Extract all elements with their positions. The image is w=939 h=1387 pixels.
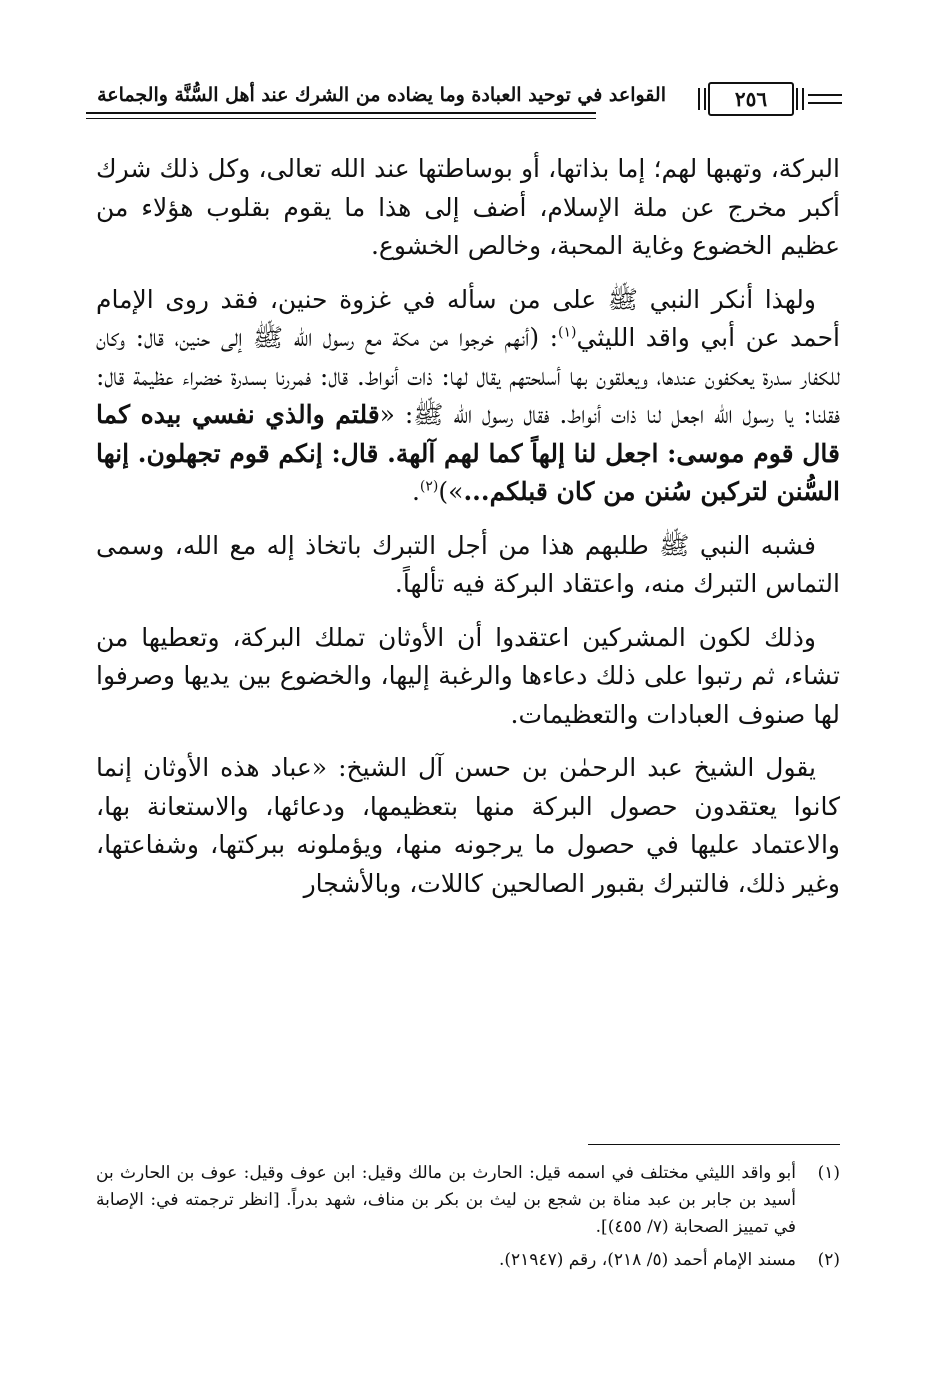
text-segment: ولهذا أنكر النبي ﷺ على من سأله في غزوة حنين، فقد روى الإمام أحمد عن أبي واقد الليثي xyxy=(96,284,840,352)
page-number-box xyxy=(708,82,794,116)
paragraph xyxy=(96,527,840,604)
paragraph xyxy=(96,619,840,735)
text-segment: وذلك لكون المشركين اعتقدوا أن الأوثان تملك البركة، وتعطيها من تشاء، ثم رتبوا على ذلك دعاءها والرغبة إليها، والخضوع بين يديها وصرفوا لها صنوف العبادات والتعظيمات. xyxy=(96,622,840,729)
footnote-number: (٢) xyxy=(817,1250,840,1270)
main-text xyxy=(96,150,840,918)
text-segment: يقول الشيخ عبد الرحمٰن بن حسن آل الشيخ: «عباد هذه الأوثان إنما كانوا يعتقدون حصول البركة منها بتعظيمها، ودعائها، والاستعانة بها، والاعتماد عليها في حصول ما يرجونه منها، ويؤملونه ببركتها، وشفاعتها، وغير ذلك، فالتبرك بقبور الصالحين كاللات، وبالأشجار xyxy=(96,753,840,898)
paragraph xyxy=(96,281,840,512)
header-title: القواعد في توحيد العبادة وما يضاده من الشرك عند أهل السُّنَّة والجماعة xyxy=(97,84,666,106)
footnote-text: أبو واقد الليثي مختلف في اسمه قيل: الحارث بن مالك وقيل: ابن عوف وقيل: عوف بن الحارث بن أسيد بن جابر بن عبد مناة بن شجع بن ليث بن بكر بن مناف، شهد بدراً. [انظر ترجمته في: الإصابة في تمييز الصحابة (٧/ ٤٥٥)]. xyxy=(96,1163,796,1237)
footnote xyxy=(96,1160,840,1241)
footnote-text: مسند الإمام أحمد (٥/ ٢١٨)، رقم (٢١٩٤٧). xyxy=(499,1250,796,1270)
hadith-quote: قلتم والذي نفسي بيده كما قال قوم موسى: اجعل لنا إلهاً كما لهم آلهة. قال: إنكم قوم تجهلون. إنها السُّنن لتركبن سُنن من كان قبلكم... xyxy=(96,400,840,506)
header-rule-bottom xyxy=(86,118,596,119)
footnote-separator xyxy=(588,1144,840,1145)
page-number: ٢٥٦ xyxy=(734,87,768,111)
text-segment: فشبه النبي ﷺ طلبهم هذا من أجل التبرك باتخاذ إله مع الله، وسمى التماس التبرك منه، واعتقاد البركة فيه تألهاً. xyxy=(96,530,840,598)
running-header xyxy=(86,78,842,126)
header-ornament-line-1 xyxy=(808,94,842,96)
header-ornament-line-2 xyxy=(808,102,842,104)
footnotes xyxy=(96,1160,840,1280)
paragraph xyxy=(96,150,840,266)
footnote-ref: (٢) xyxy=(419,478,439,495)
text-segment: . xyxy=(411,477,420,506)
text-segment: ») xyxy=(438,477,464,506)
footnote-number: (١) xyxy=(817,1163,840,1183)
text-segment: البركة، وتهبها لهم؛ إما بذاتها، أو بوساطتها عند الله تعالى، وكل ذلك شرك أكبر مخرج عن ملة الإسلام، أضف إلى هذا ما يقوم بقلوب هؤلاء من عظيم الخضوع وغاية المحبة، وخالص الخشوع. xyxy=(96,154,840,260)
header-rule-top xyxy=(86,112,596,114)
footnote-ref: (١) xyxy=(558,324,577,341)
footnote xyxy=(96,1247,840,1274)
paragraph xyxy=(96,749,840,903)
text-segment: : (أنهم خرجوا من مكة مع رسول الله ﷺ إلى حنين، قال: وكان للكفار سدرة يعكفون عندها، ويعلقون بها أسلحتهم يقال لها: ذات أنواط. قال: فمررنا بسدرة خضراء عظيمة قال: فقلنا: يا رسول الله اجعل لنا ذات أنواط. فقال رسول الله ﷺ: « xyxy=(96,323,840,429)
